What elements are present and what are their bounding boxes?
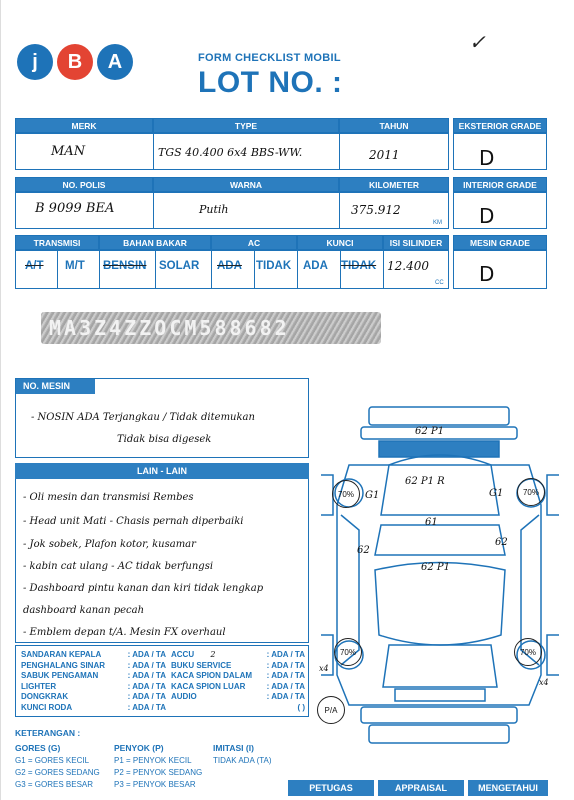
form-title: FORM CHECKLIST MOBIL xyxy=(198,52,341,64)
acc-name: AUDIO xyxy=(171,692,197,701)
warna-value: Putih xyxy=(199,203,229,216)
imitasi-title: IMITASI (I) xyxy=(213,743,254,753)
isi-silinder-header: ISI SILINDER xyxy=(383,235,449,251)
logo-letter-j: j xyxy=(17,44,53,80)
logo-letter-b: B xyxy=(57,44,93,80)
isi-silinder-value: 12.400 xyxy=(387,259,429,273)
damage-mark-door-left: 62 xyxy=(357,545,370,556)
acc-name: BUKU SERVICE xyxy=(171,660,232,670)
legend-item: TIDAK ADA (TA) xyxy=(213,756,272,765)
polis-value: B 9099 BEA xyxy=(35,201,115,216)
tire-rear-left: 70% xyxy=(334,638,362,666)
acc-name: ACCU xyxy=(171,650,195,659)
appraisal-signature-header: APPRAISAL xyxy=(378,780,464,796)
check-mark: ✓ xyxy=(469,30,486,54)
exterior-grade-header: EKSTERIOR GRADE xyxy=(453,118,547,134)
acc-name: KACA SPION DALAM xyxy=(171,671,253,680)
opt-kunci-ada: ADA xyxy=(303,260,328,272)
damage-mark-rear-left: x4 xyxy=(319,664,329,673)
acc-name: SANDARAN KEPALA xyxy=(21,650,102,659)
km-unit: KM xyxy=(433,220,442,226)
ac-header: AC xyxy=(211,235,297,251)
type-header: TYPE xyxy=(153,118,339,134)
lain-lain-header: LAIN - LAIN xyxy=(15,463,309,479)
lot-number-label: LOT NO. : xyxy=(198,66,343,99)
lain-note-7: - Emblem depan t/A. Mesin FX overhaul xyxy=(23,627,226,638)
spare-tire-mark: P/A xyxy=(317,696,345,724)
car-body-diagram xyxy=(319,405,561,750)
acc-name: KUNCI RODA xyxy=(21,702,73,712)
opt-mt: M/T xyxy=(65,260,85,272)
penyok-title: PENYOK (P) xyxy=(114,743,164,753)
acc-name: LIGHTER xyxy=(21,681,57,691)
opt-solar: SOLAR xyxy=(159,260,200,272)
acc-value: : ADA / TA xyxy=(127,702,166,712)
penyok-legend xyxy=(114,742,202,791)
interior-grade-box xyxy=(453,191,547,229)
no-mesin-header: NO. MESIN xyxy=(15,378,95,394)
exterior-grade-box xyxy=(453,132,547,170)
chassis-number-rubbing xyxy=(41,312,381,344)
opt-ac-tidak: TIDAK xyxy=(256,260,292,272)
damage-mark-rear-right: x4 xyxy=(539,678,549,687)
mengetahui-signature-header: MENGETAHUI xyxy=(468,780,548,796)
damage-mark-door-right: 62 xyxy=(495,537,508,548)
damage-mark-fender-right: G1 xyxy=(489,488,504,499)
jba-logo xyxy=(17,44,133,80)
tire-front-left: 70% xyxy=(332,480,360,508)
lain-note-3: - Jok sobek, Plafon kotor, kusamar xyxy=(23,539,196,550)
acc-value: : ADA / TA xyxy=(127,660,166,670)
acc-name: DONGKRAK xyxy=(21,692,69,701)
acc-value: ( ) xyxy=(297,702,305,712)
legend-item: G3 = GORES BESAR xyxy=(15,780,94,789)
lain-note-5: - Dashboard pintu kanan dan kiri tidak lengkap xyxy=(23,583,264,594)
no-mesin-note-2: Tidak bisa digesek xyxy=(117,434,212,445)
damage-mark-windshield: 61 xyxy=(425,517,438,528)
damage-mark-hood: 62 P1 R xyxy=(405,476,445,487)
tire-rear-right: 70% xyxy=(514,638,542,666)
legend-item: G1 = GORES KECIL xyxy=(15,756,90,765)
acc-name: SABUK PENGAMAN xyxy=(21,671,99,680)
polis-header: NO. POLIS xyxy=(15,177,153,193)
opt-bensin: BENSIN xyxy=(103,260,147,272)
tire-front-right: 70% xyxy=(517,478,545,506)
lain-note-4: - kabin cat ulang - AC tidak berfungsi xyxy=(23,561,214,572)
mesin-grade-header: MESIN GRADE xyxy=(453,235,547,251)
opt-ac-ada: ADA xyxy=(217,260,242,272)
acc-name: KACA SPION LUAR xyxy=(171,681,246,691)
acc-value: : ADA / TA xyxy=(266,660,305,670)
merk-value: MAN xyxy=(51,144,86,159)
acc-extra: 2 xyxy=(210,650,216,659)
interior-grade-value: D xyxy=(479,204,495,228)
keterangan-label: KETERANGAN : xyxy=(15,728,81,738)
legend-item: P2 = PENYOK SEDANG xyxy=(114,768,203,777)
bahan-bakar-header: BAHAN BAKAR xyxy=(99,235,211,251)
logo-letter-a: A xyxy=(97,44,133,80)
damage-mark-roof: 62 P1 xyxy=(421,562,450,573)
lain-note-2: - Head unit Mati - Chasis pernah diperbaiki xyxy=(23,516,244,527)
lain-note-1: - Oli mesin dan transmisi Rembes xyxy=(23,492,194,503)
gores-title: GORES (G) xyxy=(15,743,61,753)
opt-at: A/T xyxy=(25,260,44,272)
acc-value: : ADA / TA xyxy=(266,681,305,691)
exterior-grade-value: D xyxy=(479,146,495,170)
kilometer-value: 375.912 xyxy=(351,203,401,217)
acc-value: : ADA / TA xyxy=(266,671,305,680)
acc-value: : ADA / TA xyxy=(127,692,166,701)
merk-header: MERK xyxy=(15,118,153,134)
acc-value: : ADA / TA xyxy=(127,681,166,691)
no-mesin-note-1: - NOSIN ADA Terjangkau / Tidak ditemukan xyxy=(31,412,255,423)
kilometer-header: KILOMETER xyxy=(339,177,449,193)
tahun-header: TAHUN xyxy=(339,118,449,134)
legend-item: G2 = GORES SEDANG xyxy=(15,768,100,777)
accessories-right xyxy=(171,650,305,713)
acc-value: : ADA / TA xyxy=(127,650,166,659)
chassis-number: MA3Z4ZZOCM588682 xyxy=(49,316,290,340)
type-value: TGS 40.400 6x4 BBS-WW. xyxy=(158,146,303,159)
mesin-grade-value: D xyxy=(479,262,495,286)
acc-value: : ADA / TA xyxy=(127,671,166,680)
interior-grade-header: INTERIOR GRADE xyxy=(453,177,547,193)
petugas-signature-header: PETUGAS xyxy=(288,780,374,796)
tahun-value: 2011 xyxy=(369,148,400,162)
transmisi-header: TRANSMISI xyxy=(15,235,99,251)
lain-note-6: dashboard kanan pecah xyxy=(23,605,145,616)
lain-lain-box xyxy=(15,463,309,643)
kunci-header: KUNCI xyxy=(297,235,383,251)
opt-kunci-tidak: TIDAK xyxy=(341,260,377,272)
cc-unit: CC xyxy=(435,280,444,286)
legend-item: P1 = PENYOK KECIL xyxy=(114,756,192,765)
damage-mark-front: 62 P1 xyxy=(415,426,444,437)
accessories-left xyxy=(21,650,166,713)
warna-header: WARNA xyxy=(153,177,339,193)
imitasi-legend xyxy=(213,742,272,767)
acc-name: PENGHALANG SINAR xyxy=(21,660,106,670)
mesin-grade-box xyxy=(453,249,547,289)
gores-legend xyxy=(15,742,100,791)
acc-value: : ADA / TA xyxy=(266,650,305,659)
legend-item: P3 = PENYOK BESAR xyxy=(114,780,196,789)
damage-mark-fender-left: G1 xyxy=(365,490,380,501)
acc-value: : ADA / TA xyxy=(266,692,305,701)
